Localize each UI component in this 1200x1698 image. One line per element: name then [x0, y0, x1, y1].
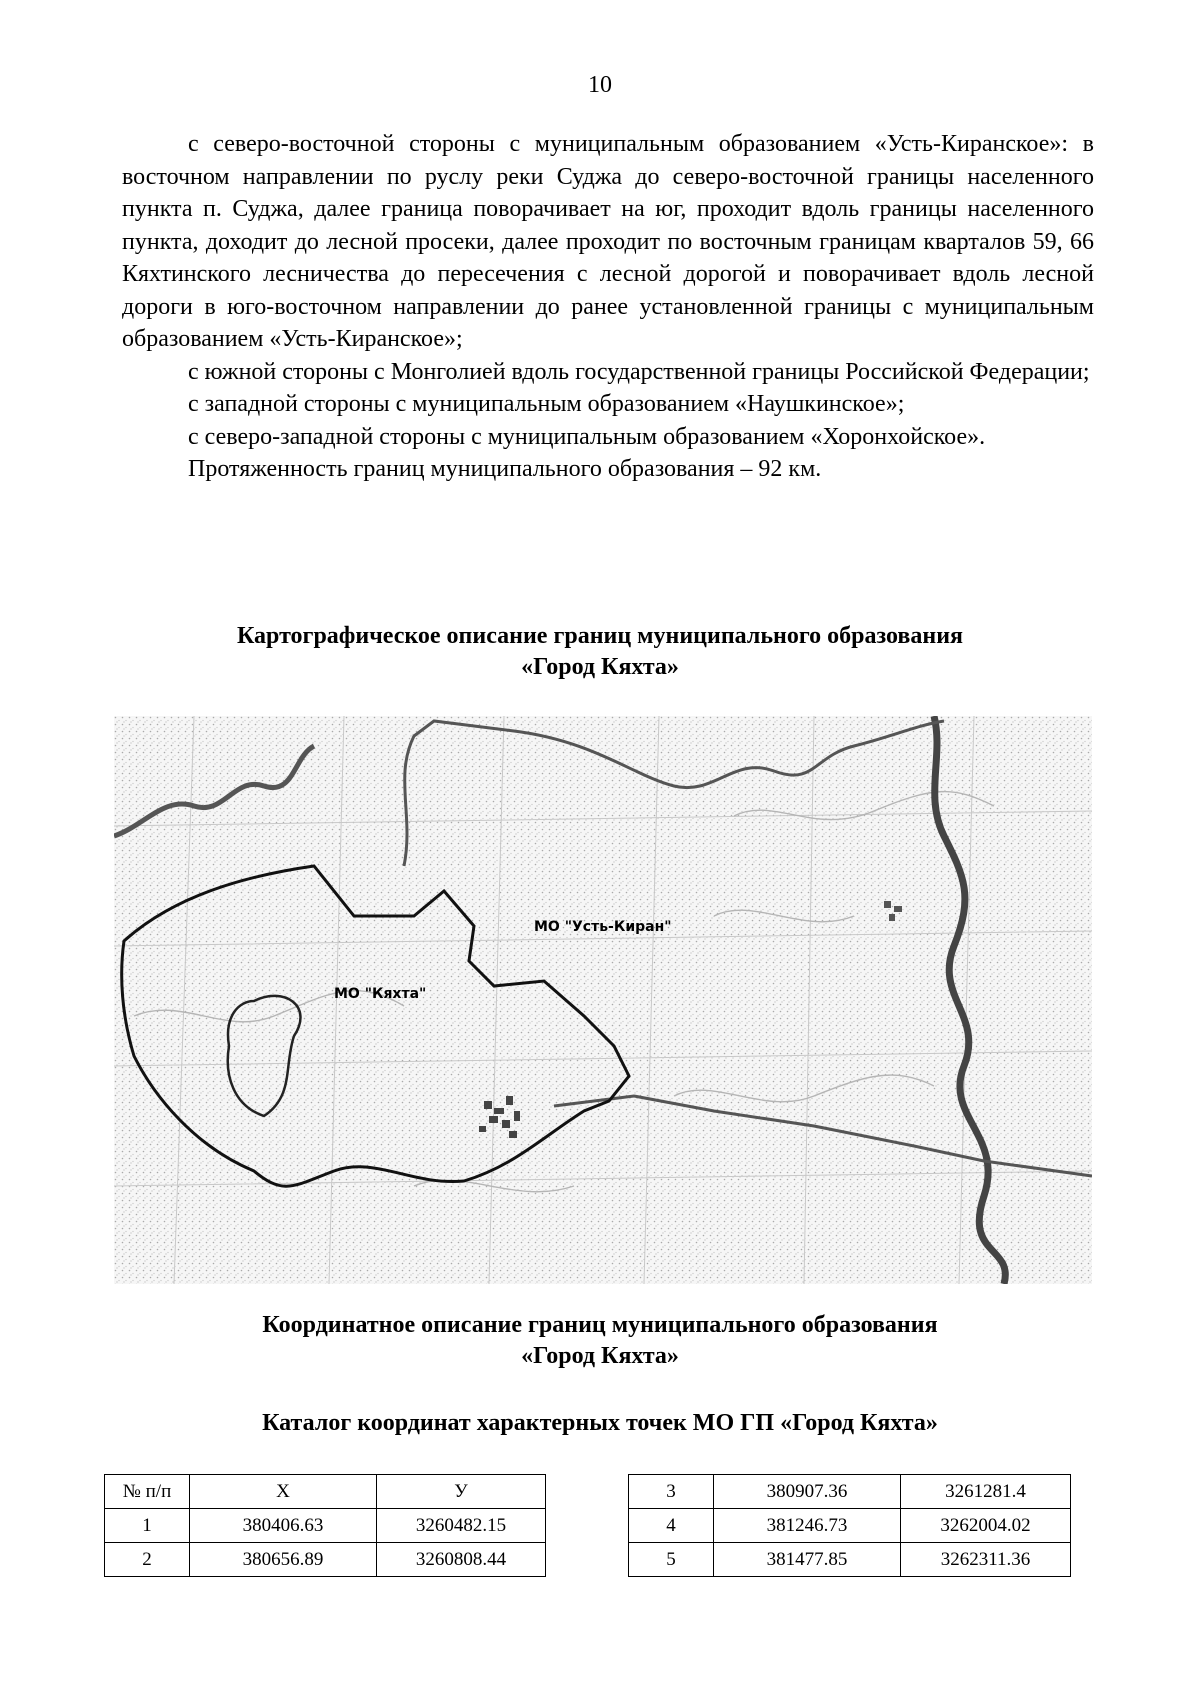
map-background: [114, 716, 1092, 1284]
label-mo-kyakhta: МО "Кяхта": [334, 986, 427, 1002]
cell-y: 3260482.15: [377, 1509, 546, 1543]
map-heading-line2: «Город Кяхта»: [521, 654, 679, 680]
coord-heading-line1: Координатное описание границ муниципального образования: [262, 1312, 938, 1338]
table-row: [105, 1543, 546, 1577]
header-x: X: [190, 1475, 377, 1509]
table-header-row: [105, 1475, 546, 1509]
coord-heading-line2: «Город Кяхта»: [521, 1343, 679, 1369]
cell-x: 381477.85: [714, 1543, 901, 1577]
paragraph-length: Протяженность границ муниципального образования – 92 км.: [188, 456, 822, 482]
paragraph-northeast: с северо-восточной стороны с муниципальным образованием «Усть-Киранское»: в восточном направлении по руслу реки Суджа до северо-восточной границы населенного пункта п. Суджа, далее граница поворачивает на юг, проходит вдоль границы населенного пункта, доходит до лесной просеки, далее проходит по восточным границам кварталов 59, 66 Кяхтинского лесничества до пересечения с лесной дорогой и поворачивает вдоль лесной дороги в юго-восточном направлении до ранее установленной границы с муниципальным образованием «Усть-Киранское»;: [122, 131, 1094, 352]
cell-y: 3261281.4: [901, 1475, 1071, 1509]
cell-x: 380907.36: [714, 1475, 901, 1509]
table-row: [629, 1509, 1071, 1543]
cell-x: 381246.73: [714, 1509, 901, 1543]
map-heading: [0, 621, 1200, 683]
table-row: [629, 1475, 1071, 1509]
map-heading-line1: Картографическое описание границ муниципального образования: [236, 623, 964, 649]
label-mo-ust-kiran: МО "Усть-Киран": [534, 919, 672, 935]
catalog-heading: Каталог координат характерных точек МО ГП «Город Кяхта»: [262, 1410, 938, 1436]
coord-heading: [0, 1310, 1200, 1372]
header-y: У: [377, 1475, 546, 1509]
coordinates-table-right: [628, 1474, 1071, 1577]
cell-x: 380656.89: [190, 1543, 377, 1577]
cell-index: 2: [105, 1543, 190, 1577]
page-number: 10: [588, 72, 612, 98]
cell-y: 3262311.36: [901, 1543, 1071, 1577]
table-row: [629, 1543, 1071, 1577]
cell-y: 3260808.44: [377, 1543, 546, 1577]
paragraph-northwest: с северо-западной стороны с муниципальным образованием «Хоронхойское».: [188, 423, 986, 450]
cell-index: 1: [105, 1509, 190, 1543]
paragraph-west: с западной стороны с муниципальным образованием «Наушкинское»;: [188, 391, 905, 417]
boundary-description: [122, 128, 1094, 486]
paragraph-south: с южной стороны с Монголией вдоль государственной границы Российской Федерации;: [188, 358, 1090, 385]
boundary-map: [114, 716, 1092, 1284]
table-row: [105, 1509, 546, 1543]
cell-y: 3262004.02: [901, 1509, 1071, 1543]
cell-index: 4: [629, 1509, 714, 1543]
coordinates-table-left: [104, 1474, 546, 1577]
cell-index: 5: [629, 1543, 714, 1577]
cell-index: 3: [629, 1475, 714, 1509]
header-index: № п/п: [105, 1475, 190, 1509]
cell-x: 380406.63: [190, 1509, 377, 1543]
